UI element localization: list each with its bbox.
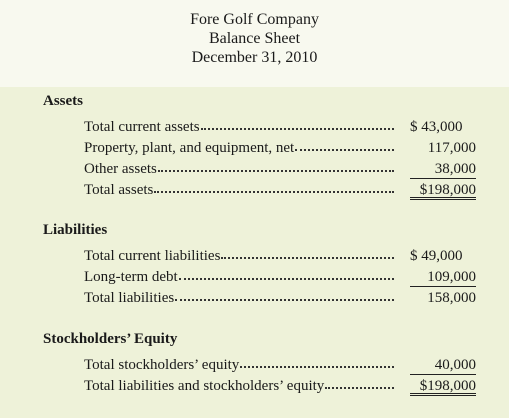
dot-leader <box>179 267 394 280</box>
line-item-label: Total stockholders’ equity <box>84 357 240 373</box>
dot-leader <box>154 180 394 193</box>
amount-ppe-net: 117,000 <box>427 140 476 156</box>
line-item-other-assets <box>84 159 394 179</box>
company-name: Fore Golf Company <box>190 11 319 28</box>
line-item-total-stockholders-equity <box>84 355 394 375</box>
line-item-label: Total current assets <box>84 119 200 135</box>
line-item-total-current-liabilities <box>84 246 394 266</box>
amount-long-term-debt: 109,000 <box>410 267 476 287</box>
line-item-total-liabilities-and-equity <box>84 376 394 396</box>
amount-total-liabilities-and-equity: $198,000 <box>410 376 476 396</box>
amount-total-liabilities: 158,000 <box>427 290 476 306</box>
statement-header <box>0 0 509 87</box>
dot-leader <box>158 159 394 172</box>
line-item-label: Total liabilities <box>84 290 175 306</box>
line-item-total-assets <box>84 180 394 200</box>
line-item-long-term-debt <box>84 267 394 287</box>
amount-total-current-assets: $ 43,000 <box>410 119 463 135</box>
dot-leader <box>240 355 394 368</box>
amount-total-stockholders-equity: 40,000 <box>410 355 476 375</box>
liabilities-section-title: Liabilities <box>43 222 108 238</box>
amount-total-assets: $198,000 <box>410 180 476 200</box>
line-item-label: Long-term debt <box>84 269 178 285</box>
dot-leader <box>175 288 394 301</box>
amount-total-current-liabilities: $ 49,000 <box>410 248 463 264</box>
dot-leader <box>325 376 394 389</box>
line-item-ppe-net <box>84 138 394 158</box>
assets-section-title: Assets <box>43 93 83 109</box>
line-item-total-liabilities <box>84 288 394 308</box>
equity-section-title: Stockholders’ Equity <box>43 331 178 347</box>
line-item-label: Total assets <box>84 182 154 198</box>
line-item-total-current-assets <box>84 117 394 137</box>
dot-leader <box>221 246 394 259</box>
line-item-label: Other assets <box>84 161 157 177</box>
dot-leader <box>295 138 394 151</box>
dot-leader <box>201 117 394 130</box>
line-item-label: Property, plant, and equipment, net <box>84 140 295 156</box>
statement-title: Balance Sheet <box>208 30 301 47</box>
line-item-label: Total liabilities and stockholders’ equity <box>84 378 325 394</box>
amount-other-assets: 38,000 <box>410 159 476 179</box>
line-item-label: Total current liabilities <box>84 248 221 264</box>
statement-date: December 31, 2010 <box>191 49 318 66</box>
